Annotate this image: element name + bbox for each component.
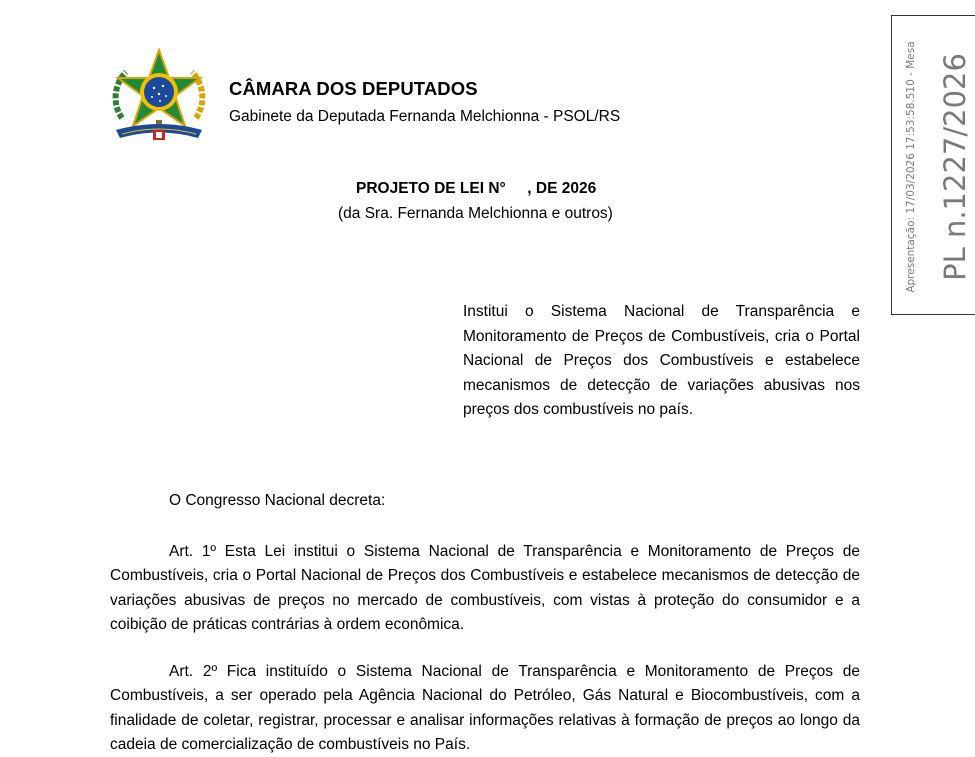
bill-ementa: Institui o Sistema Nacional de Transparência e Monitoramento de Preços de Combustíveis, cria o Portal Nacional de Preços dos Combustíveis e estabelece mecanismos de detecção de variações abusivas nos preços dos combustíveis no país. xyxy=(463,303,860,418)
brazil-coat-of-arms-icon xyxy=(108,48,210,148)
office-subtitle: Gabinete da Deputada Fernanda Melchionna - PSOL/RS xyxy=(229,108,621,125)
article-2: Art. 2º Fica instituído o Sistema Nacional de Transparência e Monitoramento de Preços de Combustíveis, a ser operado pela Agência Nacional do Petróleo, Gás Natural e Biocombustíveis, com a finalidade de coletar, registrar, processar e analisar informações relativas à formação de preços ao longo da cadeia de comercialização de combustíveis no País. xyxy=(110,663,860,753)
bill-number-stamp: PL n.1227/2026 xyxy=(938,53,972,281)
bill-authors: (da Sra. Fernanda Melchionna e outros) xyxy=(338,205,613,222)
institution-title: CÂMARA DOS DEPUTADOS xyxy=(229,78,478,99)
decree-clause: O Congresso Nacional decreta: xyxy=(169,492,386,509)
presentation-stamp: Apresentação: 17/03/2026 17:53:58.510 - Mesa xyxy=(905,41,917,293)
bill-title: PROJETO DE LEI N° , DE 2026 xyxy=(356,180,597,197)
article-1: Art. 1º Esta Lei institui o Sistema Nacional de Transparência e Monitoramento de Preços de Combustíveis, cria o Portal Nacional de Preços dos Combustíveis e estabelece mecanismos de detecção de variações abusivas de preços no mercado de combustíveis, com vistas à proteção do consumidor e a coibição de práticas contrárias à ordem econômica. xyxy=(110,543,860,633)
